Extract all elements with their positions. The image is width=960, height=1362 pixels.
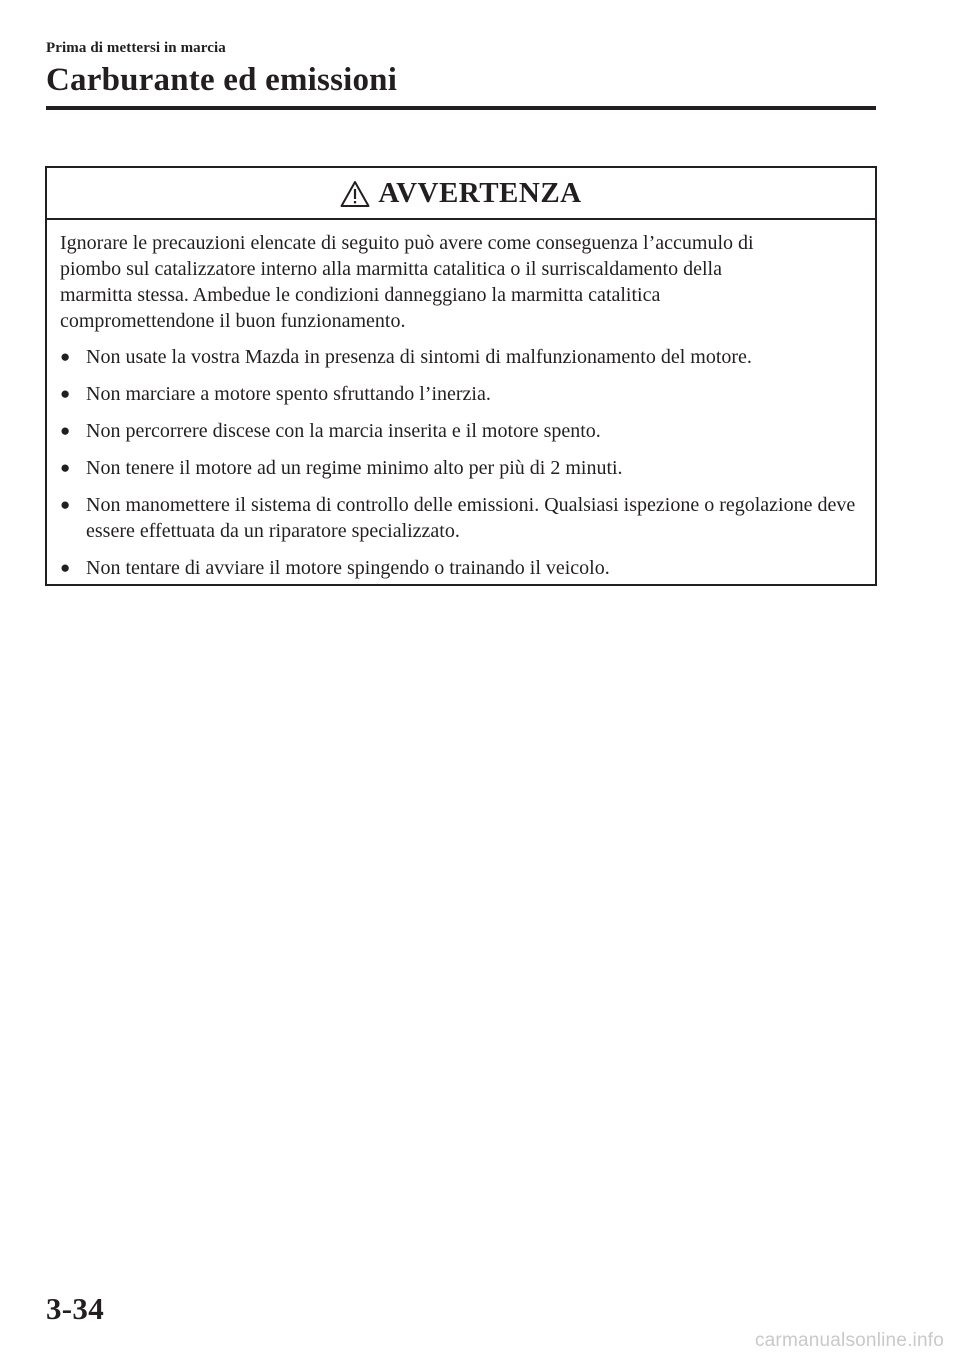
bullet-icon: ● — [60, 347, 71, 366]
list-item — [60, 344, 857, 370]
bullet-icon: ● — [60, 421, 71, 440]
list-item — [60, 555, 857, 581]
warning-intro: Ignorare le precauzioni elencate di seguito può avere come conseguenza l’accumulo di piombo sul catalizzatore interno alla marmitta catalitica o il surriscaldamento della marmitta stessa. Ambedue le condizioni danneggiano la marmitta catalitica compromettendone il buon funzionamento. — [60, 232, 754, 332]
list-item-text: Non usate la vostra Mazda in presenza di sintomi di malfunzionamento del motore. — [86, 346, 752, 368]
warning-header — [47, 168, 875, 220]
list-item — [60, 381, 857, 407]
precaution-list — [60, 344, 857, 581]
warning-title: AVVERTENZA — [378, 177, 582, 209]
list-item — [60, 492, 857, 544]
warning-triangle-icon — [340, 180, 370, 208]
list-item-text: Non tentare di avviare il motore spingendo o trainando il veicolo. — [86, 557, 610, 579]
page-number: 3-34 — [46, 1291, 105, 1326]
list-item-text: Non marciare a motore spento sfruttando l’inerzia. — [86, 383, 491, 405]
running-header: Prima di mettersi in marcia — [46, 40, 226, 56]
list-item — [60, 455, 857, 481]
warning-body — [47, 220, 875, 581]
list-item — [60, 418, 857, 444]
list-item-text: Non percorrere discese con la marcia inserita e il motore spento. — [86, 420, 601, 442]
list-item-text: Non tenere il motore ad un regime minimo alto per più di 2 minuti. — [86, 457, 623, 479]
bullet-icon: ● — [60, 384, 71, 403]
bullet-icon: ● — [60, 558, 71, 577]
title-divider — [46, 106, 876, 110]
watermark-text: carmanualsonline.info — [754, 1330, 944, 1351]
list-item-text: Non manomettere il sistema di controllo delle emissioni. Qualsiasi ispezione o regolazione deve essere effettuata da un riparatore specializzato. — [86, 494, 856, 542]
bullet-icon: ● — [60, 495, 71, 514]
page-title: Carburante ed emissioni — [46, 62, 398, 98]
warning-box — [45, 166, 877, 586]
bullet-icon: ● — [60, 458, 71, 477]
